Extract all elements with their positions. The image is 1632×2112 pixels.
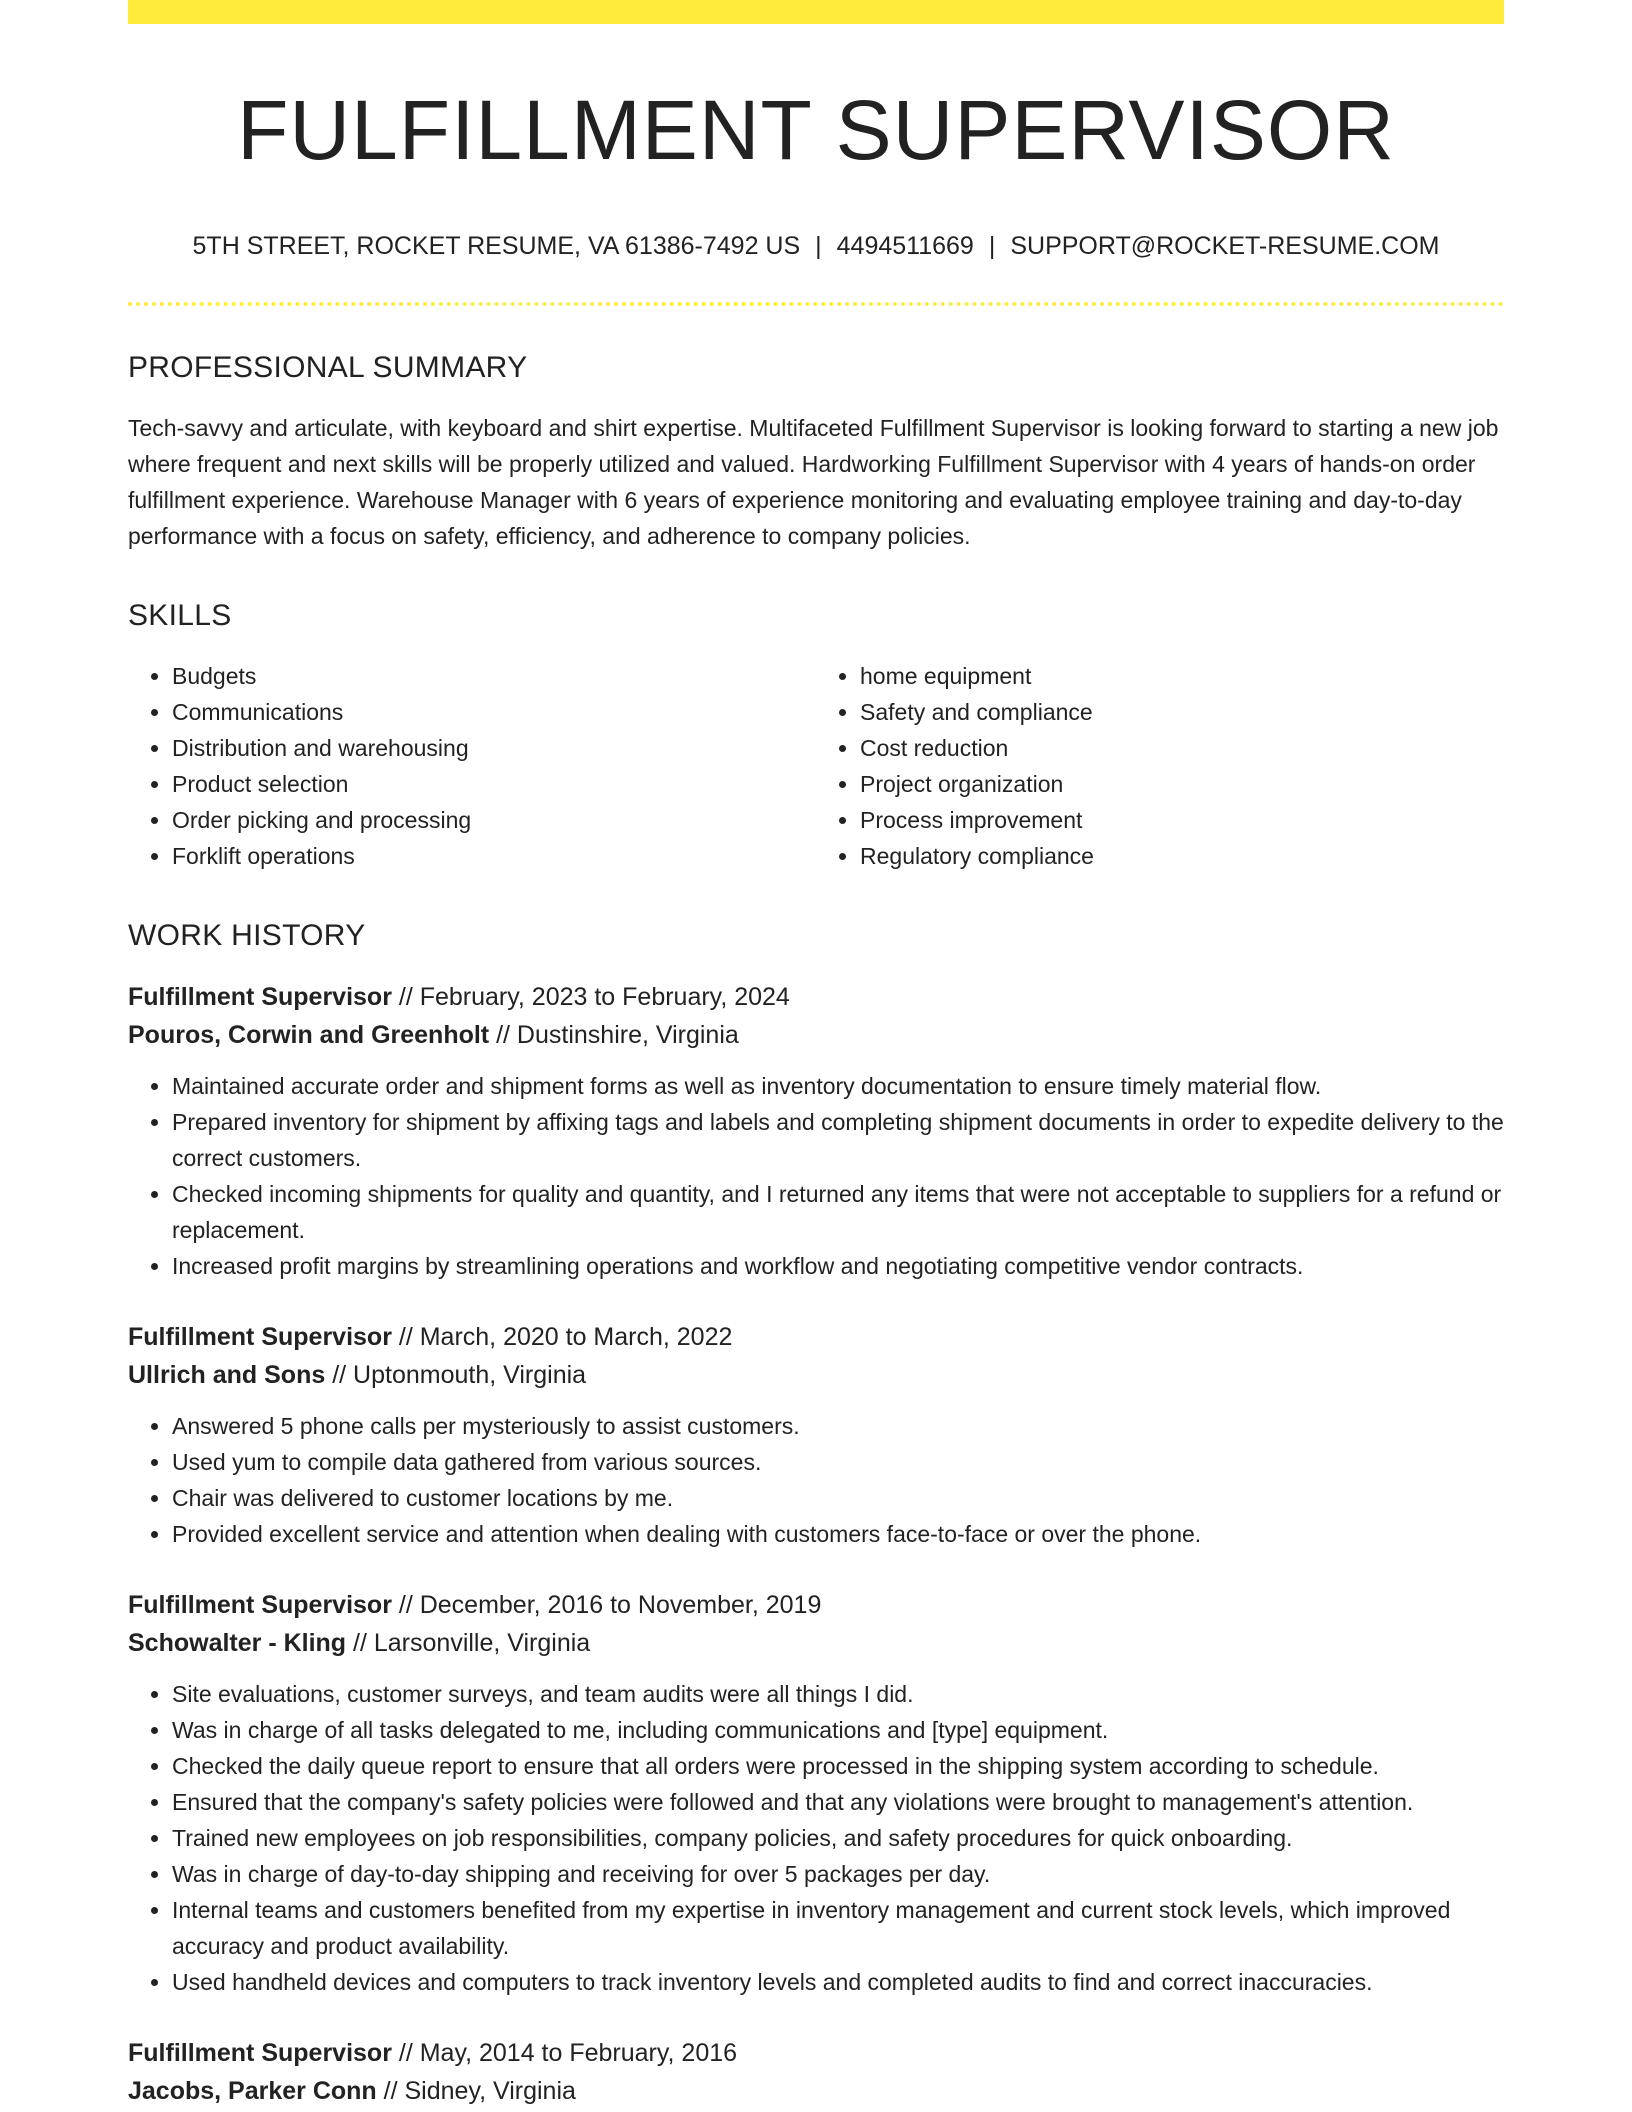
job-bullet: • Was in charge of all tasks delegated to me, including communications and [type] equipment. [172,1712,1504,1748]
job-dates: // March, 2020 to March, 2022 [391,1323,733,1351]
job-dates: // December, 2016 to November, 2019 [391,1591,822,1619]
resume-title: FULFILLMENT SUPERVISOR [237,83,1395,177]
job-bullet: • Used handheld devices and computers to track inventory levels and completed audits to find and correct inaccuracies. [172,1964,1504,2000]
work-history-heading: WORK HISTORY [128,919,366,952]
job-title-line [128,2034,1504,2072]
job-title: Fulfillment Supervisor [128,983,392,1011]
summary-heading: PROFESSIONAL SUMMARY [128,351,528,384]
job-location: // Dustinshire, Virginia [489,1021,739,1049]
skill-item: • Project organization [860,766,1504,802]
job-bullet: • Checked the daily queue report to ensure that all orders were processed in the shipping system according to schedule. [172,1748,1504,1784]
skill-item: • Regulatory compliance [860,838,1504,874]
skill-item: • Safety and compliance [860,694,1504,730]
job-entry [128,2034,1504,2110]
summary-text: Tech-savvy and articulate, with keyboard and shirt expertise. Multifaceted Fulfillment Supervisor is looking forward to starting a new job where frequent and next skills will be properly utilized and valued. Hardworking Fulfillment Supervisor with 4 years of hands-on order fulfillment experience. Warehouse Manager with 6 years of experience monitoring and evaluating employee training and day-to-day performance with a focus on safety, efficiency, and adherence to company policies. [128,415,1499,549]
skill-item: • Process improvement [860,802,1504,838]
job-bullet: • Site evaluations, customer surveys, and team audits were all things I did. [172,1676,1504,1712]
job-company: Schowalter - Kling [128,1629,347,1657]
skills-list [128,658,1504,874]
job-title: Fulfillment Supervisor [128,1591,392,1619]
job-bullet: • Trained new employees on job responsibilities, company policies, and safety procedures for quick onboarding. [172,1820,1504,1856]
skill-item: • Order picking and processing [172,802,816,838]
job-dates: // February, 2023 to February, 2024 [391,983,790,1011]
job-bullet: • Answered 5 phone calls per mysteriously to assist customers. [172,1408,1504,1444]
top-accent-bar [128,0,1504,24]
job-title-line [128,978,1504,1016]
skills-heading: SKILLS [128,599,232,632]
job-company: Ullrich and Sons [128,1361,326,1389]
contact-phone: 4494511669 [836,232,974,260]
contact-separator: | [815,232,822,260]
job-bullet: • Prepared inventory for shipment by affixing tags and labels and completing shipment documents in order to expedite delivery to the correct customers. [172,1104,1504,1176]
job-bullet: • Increased profit margins by streamlining operations and workflow and negotiating competitive vendor contracts. [172,1248,1504,1284]
job-dates: // May, 2014 to February, 2016 [391,2039,738,2067]
skills-column-right [816,658,1504,874]
job-title-line [128,1318,1504,1356]
job-bullet: • Checked incoming shipments for quality and quantity, and I returned any items that were not acceptable to suppliers for a refund or replacement. [172,1176,1504,1248]
contact-separator: | [988,232,996,260]
job-bullet: • Used yum to compile data gathered from various sources. [172,1444,1504,1480]
job-bullet: • Maintained accurate order and shipment forms as well as inventory documentation to ensure timely material flow. [172,1068,1504,1104]
contact-address: 5TH STREET, ROCKET RESUME, VA 61386-7492 US [192,232,801,260]
job-company-line [128,2072,1504,2110]
job-location: // Uptonmouth, Virginia [325,1361,587,1389]
job-company-line [128,1016,1504,1054]
job-company: Jacobs, Parker Conn [128,2077,377,2105]
contact-line [128,230,1504,262]
job-bullet: • Ensured that the company's safety policies were followed and that any violations were brought to management's attention. [172,1784,1504,1820]
job-title-line [128,1586,1504,1624]
skill-item: • Distribution and warehousing [172,730,816,766]
job-title: Fulfillment Supervisor [128,2039,392,2067]
job-entry [128,1318,1504,1552]
skill-item: • Budgets [172,658,816,694]
job-bullet: • Was in charge of day-to-day shipping and receiving for over 5 packages per day. [172,1856,1504,1892]
job-bullet: • Chair was delivered to customer locations by me. [172,1480,1504,1516]
skill-item: • Cost reduction [860,730,1504,766]
job-bullet: • Provided excellent service and attention when dealing with customers face-to-face or over the phone. [172,1516,1504,1552]
job-location: // Larsonville, Virginia [346,1629,591,1657]
job-bullets [128,1676,1504,2000]
job-bullets [128,1068,1504,1284]
skill-item: • Product selection [172,766,816,802]
dotted-divider [128,302,1504,306]
job-company-line [128,1356,1504,1394]
job-entry [128,1586,1504,2000]
job-location: // Sidney, Virginia [376,2077,576,2105]
job-company-line [128,1624,1504,1662]
contact-email: SUPPORT@ROCKET-RESUME.COM [1010,232,1440,260]
skill-item: • home equipment [860,658,1504,694]
job-bullets [128,1408,1504,1552]
skill-item: • Communications [172,694,816,730]
job-entry [128,978,1504,1284]
resume-page [128,0,1504,2110]
job-bullet: • Internal teams and customers benefited from my expertise in inventory management and current stock levels, which improved accuracy and product availability. [172,1892,1504,1964]
skill-item: • Forklift operations [172,838,816,874]
job-title: Fulfillment Supervisor [128,1323,392,1351]
skills-column-left [128,658,816,874]
job-company: Pouros, Corwin and Greenholt [128,1021,490,1049]
